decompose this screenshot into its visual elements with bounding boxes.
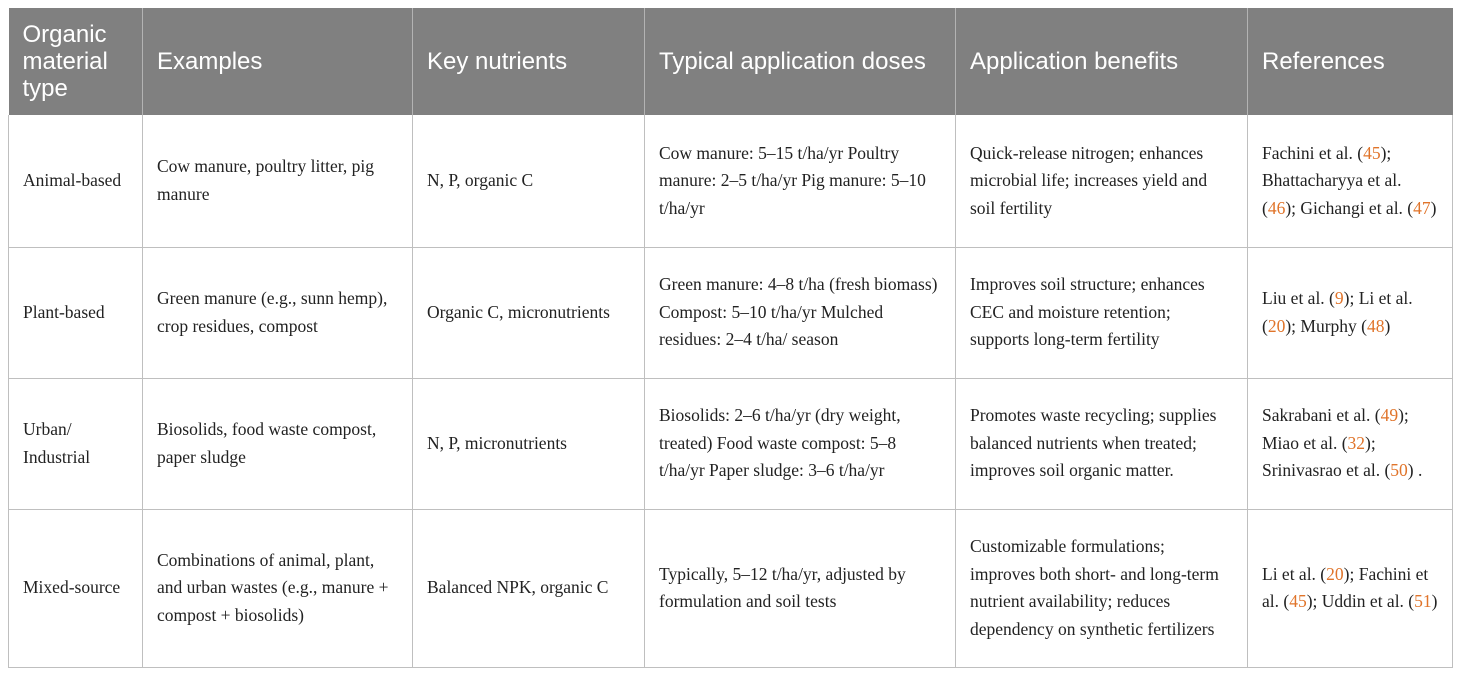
ref-text: Bhattacharyya et al. ( [1262,170,1402,218]
ref-text: Miao et al. ( [1262,432,1348,453]
cell-benefits: Quick-release nitrogen; enhances microbial life; increases yield and soil fertility [956,115,1248,247]
ref-text: ) [1430,197,1437,218]
ref-text: Fachini et al. ( [1262,563,1429,611]
cell-references [1248,247,1453,378]
header-row [9,8,1453,115]
ref-text: Uddin et al. ( [1321,591,1415,611]
cell-doses: Biosolids: 2–6 t/ha/yr (dry weight, treated) Food waste compost: 5–8 t/ha/yr Paper sludge: 3–6 t/ha/yr [645,378,956,509]
table-row [9,509,1453,667]
cell-benefits: Improves soil structure; enhances CEC and moisture retention; supports long-term fertility [956,247,1248,378]
table-row [9,247,1453,378]
reference-link[interactable]: 32 [1347,432,1366,453]
cell-doses: Green manure: 4–8 t/ha (fresh biomass) Compost: 5–10 t/ha/yr Mulched residues: 2–4 t/ha/ season [645,247,956,378]
ref-text: ); [1306,591,1322,611]
reference-link[interactable]: 46 [1267,197,1286,218]
reference-link[interactable]: 9 [1334,288,1344,308]
cell-nutrients: N, P, organic C [413,115,645,247]
reference-link[interactable]: 47 [1413,197,1431,218]
ref-text: ) [1384,315,1391,336]
reference-link[interactable]: 45 [1363,142,1381,163]
reference-link[interactable]: 48 [1367,315,1385,336]
cell-benefits: Customizable formulations; improves both short- and long-term nutrient availability; reduces dependency on synthetic fertilizers [956,509,1248,667]
table-container [8,8,1452,668]
cell-benefits: Promotes waste recycling; supplies balanced nutrients when treated; improves soil organic matter. [956,378,1248,509]
ref-text: ); [1398,405,1409,426]
ref-text: ); [1343,563,1359,584]
reference-link[interactable]: 50 [1390,460,1408,481]
reference-link[interactable]: 20 [1326,563,1344,584]
reference-link[interactable]: 20 [1267,315,1286,336]
ref-text: Gichangi et al. ( [1300,197,1414,218]
header-benefits: Application benefits [956,8,1248,115]
header-references: References [1248,8,1453,115]
ref-text: ) [1431,591,1438,611]
ref-text: ) . [1407,460,1423,481]
ref-text: Li et al. ( [1262,563,1327,584]
cell-doses: Cow manure: 5–15 t/ha/yr Poultry manure: 2–5 t/ha/yr Pig manure: 5–10 t/ha/yr [645,115,956,247]
ref-text: Srinivasrao et al. ( [1262,460,1391,481]
cell-examples: Biosolids, food waste compost, paper sludge [143,378,413,509]
ref-text: Murphy ( [1300,315,1367,336]
cell-nutrients: N, P, micronutrients [413,378,645,509]
cell-type: Plant-based [9,247,143,378]
cell-type: Mixed-source [9,509,143,667]
ref-text: ); [1365,432,1376,453]
header-doses: Typical application doses [645,8,956,115]
header-nutrients: Key nutrients [413,8,645,115]
cell-references [1248,509,1453,667]
cell-examples: Combinations of animal, plant, and urban wastes (e.g., manure + compost + biosolids) [143,509,413,667]
ref-text: Sakrabani et al. ( [1262,405,1381,426]
cell-examples: Green manure (e.g., sunn hemp), crop residues, compost [143,247,413,378]
ref-text: ); [1285,197,1301,218]
cell-examples: Cow manure, poultry litter, pig manure [143,115,413,247]
ref-text: Li et al. ( [1262,288,1413,336]
ref-text: ); [1285,315,1301,336]
ref-text: Liu et al. ( [1262,288,1335,308]
reference-link[interactable]: 49 [1380,405,1399,426]
cell-nutrients: Balanced NPK, organic C [413,509,645,667]
header-type: Organic material type [9,8,143,115]
cell-references [1248,378,1453,509]
organic-materials-table [8,8,1453,668]
ref-text: ); [1343,288,1359,308]
header-examples: Examples [143,8,413,115]
cell-doses: Typically, 5–12 t/ha/yr, adjusted by formulation and soil tests [645,509,956,667]
reference-link[interactable]: 51 [1414,591,1432,611]
cell-references [1248,115,1453,247]
cell-nutrients: Organic C, micronutrients [413,247,645,378]
cell-type: Animal-based [9,115,143,247]
cell-type: Urban/ Industrial [9,378,143,509]
table-row [9,378,1453,509]
ref-text: ); [1380,142,1392,163]
ref-text: Fachini et al. ( [1262,142,1364,163]
table-row [9,115,1453,247]
reference-link[interactable]: 45 [1289,591,1307,611]
